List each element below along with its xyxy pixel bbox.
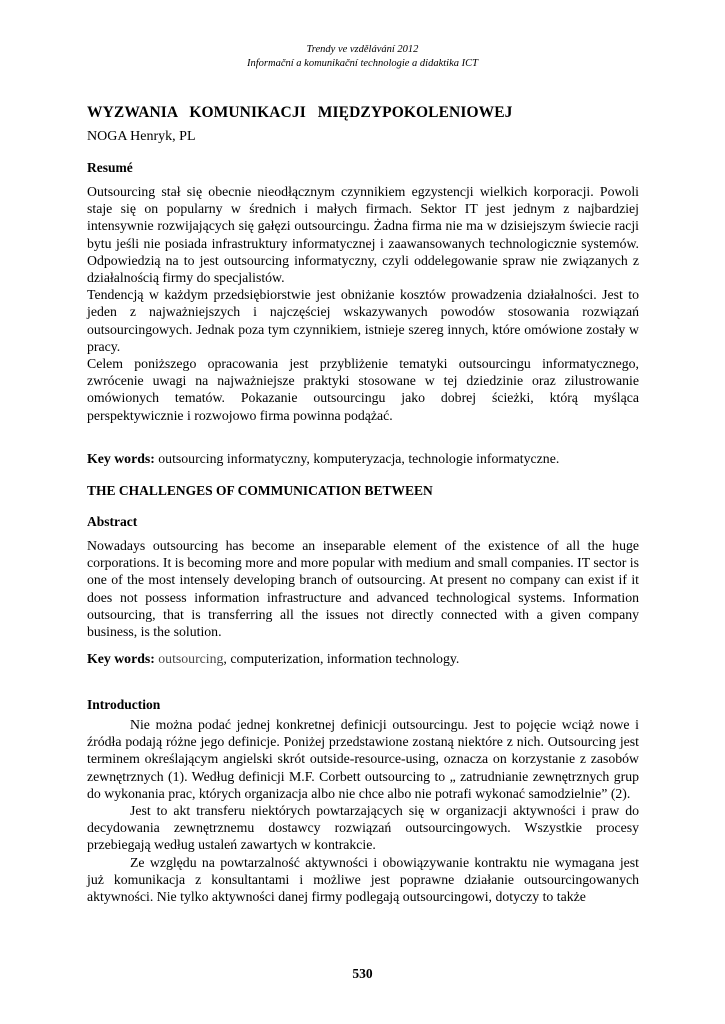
introduction-heading: Introduction [87, 697, 161, 712]
keywords-label: Key words: [87, 451, 155, 466]
paper-title: WYZWANIA KOMUNIKACJI MIĘDZYPOKOLENIOWEJ [87, 104, 513, 121]
resume-paragraph: Tendencją w każdym przedsiębiorstwie jest obniżanie kosztów prowadzenia działalności. Jest to jeden z najważniejszych i najczęściej wskazywanych powodów stosowania rozwiązań outsourcingowych. Jednak poza tym czynnikiem, istnieje szereg innych, które omówione zostały w pracy. [87, 287, 639, 354]
resume-paragraph: Celem poniższego opracowania jest przybliżenie tematyki outsourcingu informatycznego, zwrócenie uwagi na najważniejsze praktyki stosowane w tej dziedzinie oraz zilustrowanie omówionych tematów. Pokazanie outsourcingu jako dobrej ścieżki, którą myśląca perspektywicznie i rozwojowo firma powinna podążać. [87, 356, 639, 423]
running-header-line1: Trendy ve vzdělávání 2012 [306, 44, 419, 55]
abstract-heading: Abstract [87, 514, 138, 529]
introduction-body [87, 716, 639, 905]
english-title: THE CHALLENGES OF COMMUNICATION BETWEEN [87, 483, 433, 498]
keywords-en [87, 651, 647, 667]
page-number: 530 [352, 966, 373, 981]
running-header-line2: Informační a komunikační technologie a didaktika ICT [247, 58, 478, 69]
resume-heading: Resumé [87, 160, 133, 175]
resume-body [87, 183, 639, 424]
introduction-paragraph: Jest to akt transferu niektórych powtarzających się w organizacji aktywności i praw do decydowania zewnętrznemu dostawcy rozwiązań outsourcingowych. Wszystkie procesy przebiegają według ustaleń zawartych w kontrakcie. [87, 803, 639, 853]
keyword-outsourcing: outsourcing [154, 651, 224, 666]
keywords-pl [87, 451, 647, 467]
abstract-body [87, 537, 639, 640]
abstract-paragraph: Nowadays outsourcing has become an inseparable element of the existence of all the huge corporations. It is becoming more and more popular with medium and small companies. IT sector is one of the most intensely developing branch of outsourcing. At present no company can exist if it does not possess information infrastructure and advanced technological systems. Information outsourcing, that is transferring all the issues not directly connected with a given company business, is the solution. [87, 538, 639, 640]
paper-author: NOGA Henryk, PL [87, 129, 196, 144]
keywords-label: Key words: [87, 651, 155, 666]
introduction-paragraph: Nie można podać jednej konkretnej definicji outsourcingu. Jest to pojęcie wciąż nowe i źródła podają różne jego definicje. Poniżej przedstawione zostaną niektóre z nich. Outsourcing jest terminem określającym angielski skrót outside-resource-using, oznacza on korzystanie z zasobów zewnętrznych (1). Według definicji M.F. Corbett outsourcing to „ zatrudnianie zewnętrznych grup do wykonania prac, których organizacja albo nie chce albo nie potrafi wykonać samodzielnie” (2). [87, 717, 639, 801]
keywords-text: , computerization, information technology. [223, 651, 460, 666]
resume-paragraph: Outsourcing stał się obecnie nieodłącznym czynnikiem egzystencji wielkich korporacji. Powoli staje się on popularny w średnich i małych firmach. Sektor IT jest jednym z najbardziej intensywnie rozwijających się gałęzi outsourcingu. Żadna firma nie ma w dzisiejszym świecie racji bytu jeśli nie posiada infrastruktury informatycznej i zaawansowanych technologicznie systemów. Odpowiedzią na to jest outsourcing informatyczny, czyli oddelegowanie spraw nie związanych z działalnością firmy do specjalistów. [87, 184, 639, 286]
introduction-paragraph: Ze względu na powtarzalność aktywności i obowiązywanie kontraktu nie wymagana jest już komunikacja z konsultantami i możliwe jest poprawne działanie outsourcingowanych aktywności. Nie tylko aktywności danej firmy podlegają outsourcingowi, dotyczy to także [87, 854, 639, 905]
keywords-text: outsourcing informatyczny, komputeryzacja, technologie informatyczne. [154, 451, 560, 466]
